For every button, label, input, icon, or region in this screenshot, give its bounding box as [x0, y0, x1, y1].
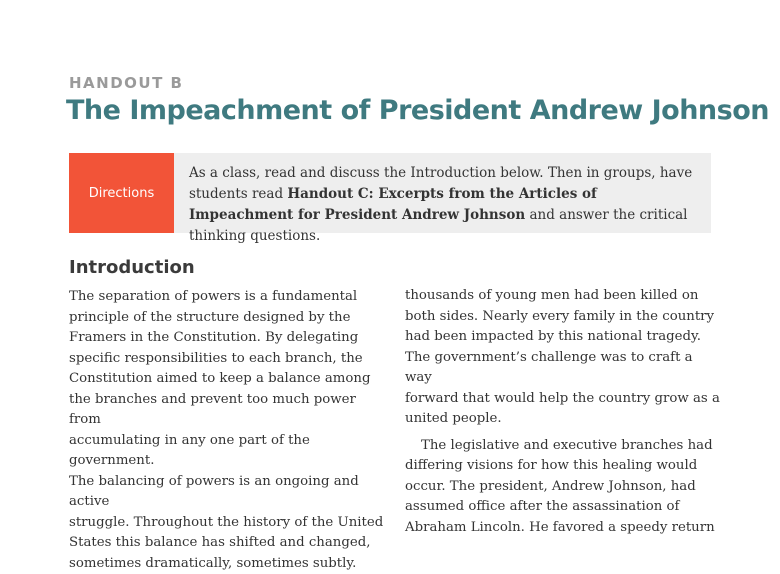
page-title: The Impeachment of President Andrew Johnson	[66, 95, 769, 126]
right-paragraph-1	[405, 286, 720, 430]
left-paragraph-line: the branches and prevent too much power from	[69, 391, 356, 427]
left-paragraph-line: principle of the structure designed by the	[69, 309, 351, 325]
right-paragraph-2	[405, 436, 720, 539]
directions-box	[69, 153, 711, 244]
left-paragraph-line: sometimes dramatically, sometimes subtly.	[69, 555, 357, 571]
directions-handout-reference: Handout C: Excerpts from the Articles of Impeachment for President Andrew Johnson	[188, 186, 597, 223]
right-paragraph-2-line: The legislative and executive branches had	[421, 437, 713, 453]
right-paragraph-1-line: both sides. Nearly every family in the country	[405, 308, 715, 324]
directions-tag: Directions	[69, 153, 174, 233]
left-paragraph-line: accumulating in any one part of the government.	[69, 432, 310, 468]
section-heading-introduction: Introduction	[69, 257, 195, 278]
left-paragraph-line: Framers in the Constitution. By delegating	[69, 330, 359, 345]
right-paragraph-2-line: occur. The president, Andrew Johnson, had	[405, 478, 696, 494]
right-paragraph-2-line: Abraham Lincoln. He favored a speedy return	[405, 519, 715, 535]
directions-text-after: and answer the critical thinking questions.	[188, 207, 688, 244]
left-paragraph-line: specific responsibilities to each branch, the	[69, 350, 363, 366]
right-paragraph-1-line: united people.	[405, 411, 502, 426]
left-paragraph-line: struggle. Throughout the history of the United	[69, 514, 384, 530]
right-paragraph-2-line: assumed office after the assassination of	[405, 499, 680, 514]
left-paragraph-line: The balancing of powers is an ongoing and active	[69, 473, 359, 509]
right-column	[405, 286, 720, 538]
left-column	[69, 287, 384, 574]
left-paragraph-line: The separation of powers is a fundamental	[69, 289, 358, 304]
right-paragraph-1-line: The government’s challenge was to craft a way	[405, 349, 693, 385]
handout-label: HANDOUT B	[69, 74, 184, 92]
left-paragraph-line: States this balance has shifted and changed,	[69, 535, 371, 550]
right-paragraph-1-line: forward that would help the country grow as a	[405, 390, 720, 406]
directions-text	[174, 153, 711, 244]
left-paragraph	[69, 287, 384, 574]
directions-text-before: As a class, read and discuss the Introduction below. Then in groups, have students read	[188, 165, 693, 202]
right-paragraph-2-line: differing visions for how this healing would	[405, 458, 698, 473]
right-paragraph-1-line: had been impacted by this national tragedy.	[405, 329, 701, 344]
right-paragraph-1-line: thousands of young men had been killed on	[405, 288, 699, 303]
left-paragraph-line: Constitution aimed to keep a balance among	[69, 371, 371, 386]
